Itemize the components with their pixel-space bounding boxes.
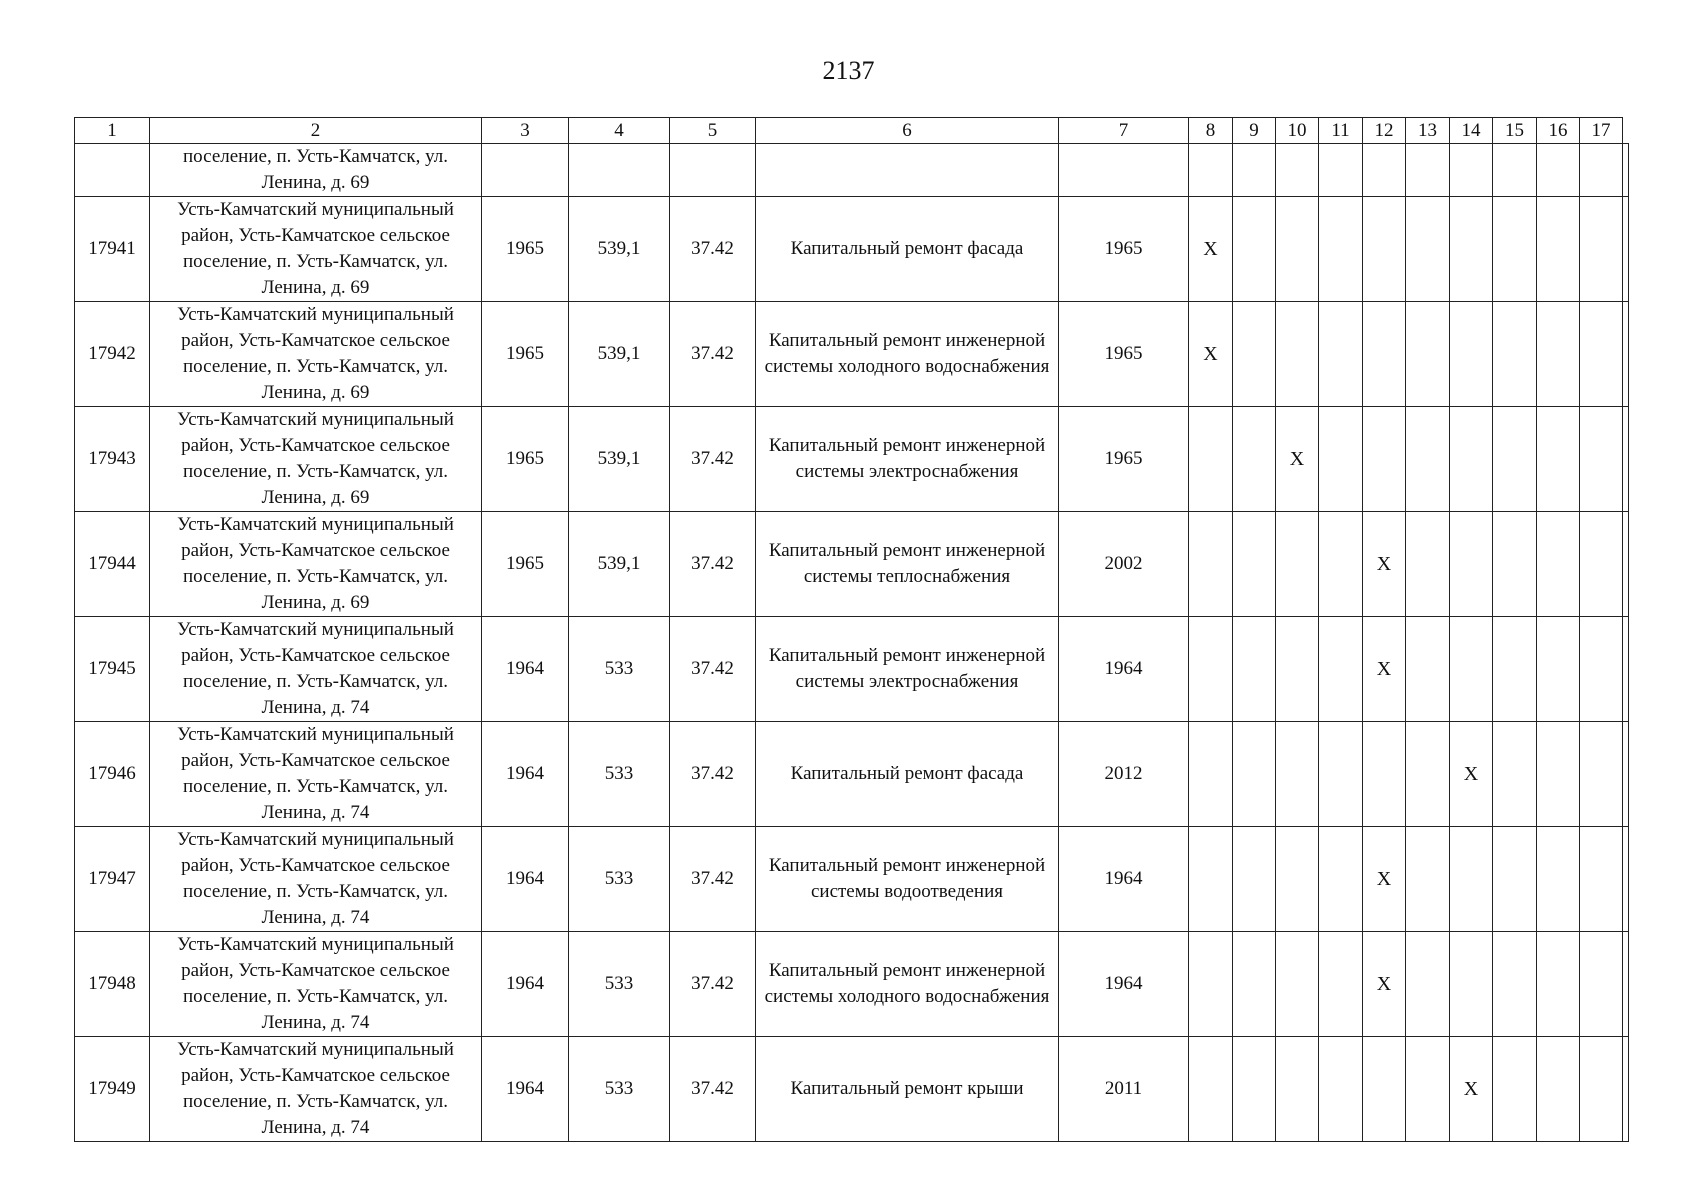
cell-year-built: 1964 bbox=[482, 617, 569, 722]
cell-area: 533 bbox=[569, 827, 670, 932]
cell-year-built: 1965 bbox=[482, 512, 569, 617]
cell-mark bbox=[1580, 407, 1623, 512]
cell-mark bbox=[1580, 1037, 1623, 1142]
cell-mark: X bbox=[1363, 932, 1406, 1037]
cell-mark bbox=[1276, 932, 1319, 1037]
cell-mark bbox=[1537, 302, 1580, 407]
cell-mark bbox=[1363, 302, 1406, 407]
cell-area: 539,1 bbox=[569, 197, 670, 302]
cell-mark bbox=[1363, 407, 1406, 512]
cell-area: 539,1 bbox=[569, 407, 670, 512]
cell-work: Капитальный ремонт инженерной системы холодного водоснабжения bbox=[756, 932, 1059, 1037]
column-header: 5 bbox=[670, 118, 756, 144]
cell-area bbox=[569, 144, 670, 197]
cell-year: 1965 bbox=[1059, 302, 1189, 407]
cell-mark bbox=[1189, 512, 1233, 617]
cell-work: Капитальный ремонт крыши bbox=[756, 1037, 1059, 1142]
column-header: 17 bbox=[1580, 118, 1623, 144]
cell-id: 17947 bbox=[75, 827, 150, 932]
cell-mark bbox=[1233, 512, 1276, 617]
cell-address: Усть-Камчатский муниципальный район, Усть-Камчатское сельское поселение, п. Усть-Камчатск, ул. Ленина, д. 74 bbox=[150, 1037, 482, 1142]
column-header: 3 bbox=[482, 118, 569, 144]
cell-area: 533 bbox=[569, 722, 670, 827]
cell-mark: X bbox=[1189, 302, 1233, 407]
cell-mark bbox=[1406, 932, 1450, 1037]
column-header: 7 bbox=[1059, 118, 1189, 144]
cell-mark bbox=[1406, 197, 1450, 302]
cell-year: 2002 bbox=[1059, 512, 1189, 617]
cell-address: Усть-Камчатский муниципальный район, Усть-Камчатское сельское поселение, п. Усть-Камчатск, ул. Ленина, д. 69 bbox=[150, 197, 482, 302]
cell-mark bbox=[1493, 932, 1537, 1037]
cell-mark bbox=[1537, 932, 1580, 1037]
page-number: 2137 bbox=[822, 56, 875, 85]
cell-mark bbox=[1276, 722, 1319, 827]
cell-id: 17948 bbox=[75, 932, 150, 1037]
cell-mark bbox=[1580, 827, 1623, 932]
cell-mark bbox=[1233, 1037, 1276, 1142]
cell-mark bbox=[1319, 1037, 1363, 1142]
cell-address: Усть-Камчатский муниципальный район, Усть-Камчатское сельское поселение, п. Усть-Камчатск, ул. Ленина, д. 74 bbox=[150, 617, 482, 722]
cell-id bbox=[75, 144, 150, 197]
cell-work: Капитальный ремонт инженерной системы электроснабжения bbox=[756, 407, 1059, 512]
cell-id: 17941 bbox=[75, 197, 150, 302]
table-row bbox=[75, 932, 1629, 1037]
cell-mark bbox=[1493, 302, 1537, 407]
table-row bbox=[75, 197, 1629, 302]
column-header: 1 bbox=[75, 118, 150, 144]
cell-mark bbox=[1493, 144, 1537, 197]
cell-code: 37.42 bbox=[670, 512, 756, 617]
cell-mark bbox=[1276, 512, 1319, 617]
cell-mark bbox=[1319, 827, 1363, 932]
cell-mark bbox=[1537, 827, 1580, 932]
cell-mark bbox=[1450, 407, 1493, 512]
cell-year-built: 1965 bbox=[482, 407, 569, 512]
cell-address: поселение, п. Усть-Камчатск, ул. Ленина, д. 69 bbox=[150, 144, 482, 197]
cell-mark bbox=[1319, 722, 1363, 827]
cell-mark bbox=[1276, 302, 1319, 407]
cell-mark bbox=[1623, 722, 1629, 827]
cell-mark bbox=[1189, 617, 1233, 722]
column-header: 12 bbox=[1363, 118, 1406, 144]
cell-code: 37.42 bbox=[670, 722, 756, 827]
cell-area: 539,1 bbox=[569, 512, 670, 617]
cell-mark bbox=[1233, 302, 1276, 407]
cell-mark bbox=[1276, 617, 1319, 722]
cell-mark bbox=[1580, 617, 1623, 722]
cell-mark bbox=[1406, 302, 1450, 407]
cell-area: 533 bbox=[569, 617, 670, 722]
column-header: 16 bbox=[1537, 118, 1580, 144]
cell-mark bbox=[1580, 144, 1623, 197]
header-row bbox=[75, 118, 1629, 144]
cell-year: 1964 bbox=[1059, 932, 1189, 1037]
cell-mark bbox=[1623, 197, 1629, 302]
cell-mark bbox=[1537, 722, 1580, 827]
table-row bbox=[75, 302, 1629, 407]
cell-mark bbox=[1450, 512, 1493, 617]
cell-id: 17942 bbox=[75, 302, 150, 407]
table-row bbox=[75, 512, 1629, 617]
table-body bbox=[75, 144, 1629, 1142]
cell-id: 17949 bbox=[75, 1037, 150, 1142]
cell-mark bbox=[1623, 1037, 1629, 1142]
cell-year-built: 1964 bbox=[482, 932, 569, 1037]
cell-code: 37.42 bbox=[670, 617, 756, 722]
cell-mark bbox=[1537, 197, 1580, 302]
cell-mark bbox=[1189, 407, 1233, 512]
cell-mark bbox=[1406, 144, 1450, 197]
cell-mark bbox=[1233, 407, 1276, 512]
cell-id: 17946 bbox=[75, 722, 150, 827]
cell-mark bbox=[1537, 144, 1580, 197]
cell-mark bbox=[1450, 932, 1493, 1037]
cell-mark bbox=[1623, 827, 1629, 932]
cell-id: 17944 bbox=[75, 512, 150, 617]
cell-address: Усть-Камчатский муниципальный район, Усть-Камчатское сельское поселение, п. Усть-Камчатск, ул. Ленина, д. 74 bbox=[150, 932, 482, 1037]
cell-work: Капитальный ремонт фасада bbox=[756, 722, 1059, 827]
cell-mark bbox=[1189, 827, 1233, 932]
cell-mark bbox=[1189, 144, 1233, 197]
cell-mark bbox=[1450, 827, 1493, 932]
cell-mark: X bbox=[1276, 407, 1319, 512]
column-header: 10 bbox=[1276, 118, 1319, 144]
cell-mark bbox=[1406, 617, 1450, 722]
cell-mark bbox=[1233, 827, 1276, 932]
cell-code: 37.42 bbox=[670, 932, 756, 1037]
cell-mark bbox=[1189, 932, 1233, 1037]
cell-code: 37.42 bbox=[670, 827, 756, 932]
cell-mark bbox=[1537, 407, 1580, 512]
cell-mark bbox=[1276, 144, 1319, 197]
cell-mark bbox=[1363, 1037, 1406, 1142]
cell-address: Усть-Камчатский муниципальный район, Усть-Камчатское сельское поселение, п. Усть-Камчатск, ул. Ленина, д. 74 bbox=[150, 722, 482, 827]
cell-mark bbox=[1493, 722, 1537, 827]
cell-mark bbox=[1493, 512, 1537, 617]
cell-mark bbox=[1406, 407, 1450, 512]
cell-mark bbox=[1623, 932, 1629, 1037]
cell-code: 37.42 bbox=[670, 197, 756, 302]
cell-mark bbox=[1233, 144, 1276, 197]
cell-mark bbox=[1319, 512, 1363, 617]
cell-mark bbox=[1276, 1037, 1319, 1142]
cell-work bbox=[756, 144, 1059, 197]
cell-mark bbox=[1623, 302, 1629, 407]
cell-mark bbox=[1189, 722, 1233, 827]
cell-mark bbox=[1493, 197, 1537, 302]
cell-mark bbox=[1623, 407, 1629, 512]
cell-mark bbox=[1580, 722, 1623, 827]
cell-mark bbox=[1406, 827, 1450, 932]
column-header: 13 bbox=[1406, 118, 1450, 144]
cell-mark: X bbox=[1363, 617, 1406, 722]
cell-mark bbox=[1363, 144, 1406, 197]
cell-area: 539,1 bbox=[569, 302, 670, 407]
column-header: 4 bbox=[569, 118, 670, 144]
cell-area: 533 bbox=[569, 932, 670, 1037]
cell-id: 17943 bbox=[75, 407, 150, 512]
cell-mark bbox=[1233, 932, 1276, 1037]
cell-year: 1964 bbox=[1059, 617, 1189, 722]
table-row bbox=[75, 407, 1629, 512]
cell-mark: X bbox=[1450, 1037, 1493, 1142]
column-header: 11 bbox=[1319, 118, 1363, 144]
cell-address: Усть-Камчатский муниципальный район, Усть-Камчатское сельское поселение, п. Усть-Камчатск, ул. Ленина, д. 74 bbox=[150, 827, 482, 932]
cell-year-built bbox=[482, 144, 569, 197]
cell-mark bbox=[1450, 144, 1493, 197]
cell-mark bbox=[1233, 617, 1276, 722]
cell-year-built: 1965 bbox=[482, 197, 569, 302]
continuation-row bbox=[75, 144, 1629, 197]
table-row bbox=[75, 1037, 1629, 1142]
cell-mark bbox=[1450, 302, 1493, 407]
cell-code: 37.42 bbox=[670, 1037, 756, 1142]
column-header: 6 bbox=[756, 118, 1059, 144]
cell-mark bbox=[1493, 617, 1537, 722]
cell-work: Капитальный ремонт инженерной системы электроснабжения bbox=[756, 617, 1059, 722]
cell-work: Капитальный ремонт инженерной системы холодного водоснабжения bbox=[756, 302, 1059, 407]
cell-mark bbox=[1319, 144, 1363, 197]
table-row bbox=[75, 722, 1629, 827]
cell-mark bbox=[1406, 1037, 1450, 1142]
cell-year-built: 1964 bbox=[482, 1037, 569, 1142]
cell-mark bbox=[1537, 617, 1580, 722]
cell-mark bbox=[1537, 512, 1580, 617]
cell-mark bbox=[1623, 617, 1629, 722]
cell-id: 17945 bbox=[75, 617, 150, 722]
cell-mark bbox=[1450, 617, 1493, 722]
cell-mark bbox=[1319, 617, 1363, 722]
cell-work: Капитальный ремонт инженерной системы теплоснабжения bbox=[756, 512, 1059, 617]
cell-mark bbox=[1233, 722, 1276, 827]
cell-year-built: 1965 bbox=[482, 302, 569, 407]
cell-mark bbox=[1319, 197, 1363, 302]
cell-year: 1965 bbox=[1059, 197, 1189, 302]
cell-mark: X bbox=[1363, 827, 1406, 932]
cell-mark bbox=[1623, 512, 1629, 617]
column-header: 15 bbox=[1493, 118, 1537, 144]
cell-mark bbox=[1623, 144, 1629, 197]
cell-mark bbox=[1493, 827, 1537, 932]
cell-mark: X bbox=[1450, 722, 1493, 827]
cell-mark bbox=[1580, 512, 1623, 617]
cell-mark bbox=[1406, 722, 1450, 827]
column-header: 8 bbox=[1189, 118, 1233, 144]
cell-mark bbox=[1233, 197, 1276, 302]
cell-year: 2011 bbox=[1059, 1037, 1189, 1142]
cell-mark bbox=[1276, 827, 1319, 932]
cell-year: 2012 bbox=[1059, 722, 1189, 827]
cell-mark bbox=[1580, 302, 1623, 407]
table-row bbox=[75, 617, 1629, 722]
column-header: 2 bbox=[150, 118, 482, 144]
cell-work: Капитальный ремонт инженерной системы водоотведения bbox=[756, 827, 1059, 932]
cell-area: 533 bbox=[569, 1037, 670, 1142]
cell-mark bbox=[1406, 512, 1450, 617]
cell-mark bbox=[1537, 1037, 1580, 1142]
column-header: 14 bbox=[1450, 118, 1493, 144]
table-row bbox=[75, 827, 1629, 932]
cell-work: Капитальный ремонт фасада bbox=[756, 197, 1059, 302]
cell-mark bbox=[1450, 197, 1493, 302]
cell-year-built: 1964 bbox=[482, 827, 569, 932]
cell-year bbox=[1059, 144, 1189, 197]
cell-mark bbox=[1189, 1037, 1233, 1142]
cell-address: Усть-Камчатский муниципальный район, Усть-Камчатское сельское поселение, п. Усть-Камчатск, ул. Ленина, д. 69 bbox=[150, 407, 482, 512]
cell-mark bbox=[1363, 722, 1406, 827]
cell-code: 37.42 bbox=[670, 407, 756, 512]
cell-year: 1964 bbox=[1059, 827, 1189, 932]
cell-address: Усть-Камчатский муниципальный район, Усть-Камчатское сельское поселение, п. Усть-Камчатск, ул. Ленина, д. 69 bbox=[150, 512, 482, 617]
registry-table bbox=[74, 117, 1629, 1142]
cell-year-built: 1964 bbox=[482, 722, 569, 827]
cell-address: Усть-Камчатский муниципальный район, Усть-Камчатское сельское поселение, п. Усть-Камчатск, ул. Ленина, д. 69 bbox=[150, 302, 482, 407]
cell-mark bbox=[1276, 197, 1319, 302]
cell-code: 37.42 bbox=[670, 302, 756, 407]
cell-mark bbox=[1363, 197, 1406, 302]
cell-mark bbox=[1319, 932, 1363, 1037]
cell-mark bbox=[1319, 302, 1363, 407]
cell-year: 1965 bbox=[1059, 407, 1189, 512]
cell-mark bbox=[1580, 932, 1623, 1037]
cell-code bbox=[670, 144, 756, 197]
cell-mark: X bbox=[1189, 197, 1233, 302]
cell-mark bbox=[1493, 407, 1537, 512]
cell-mark bbox=[1319, 407, 1363, 512]
cell-mark: X bbox=[1363, 512, 1406, 617]
cell-mark bbox=[1580, 197, 1623, 302]
column-header: 9 bbox=[1233, 118, 1276, 144]
cell-mark bbox=[1493, 1037, 1537, 1142]
